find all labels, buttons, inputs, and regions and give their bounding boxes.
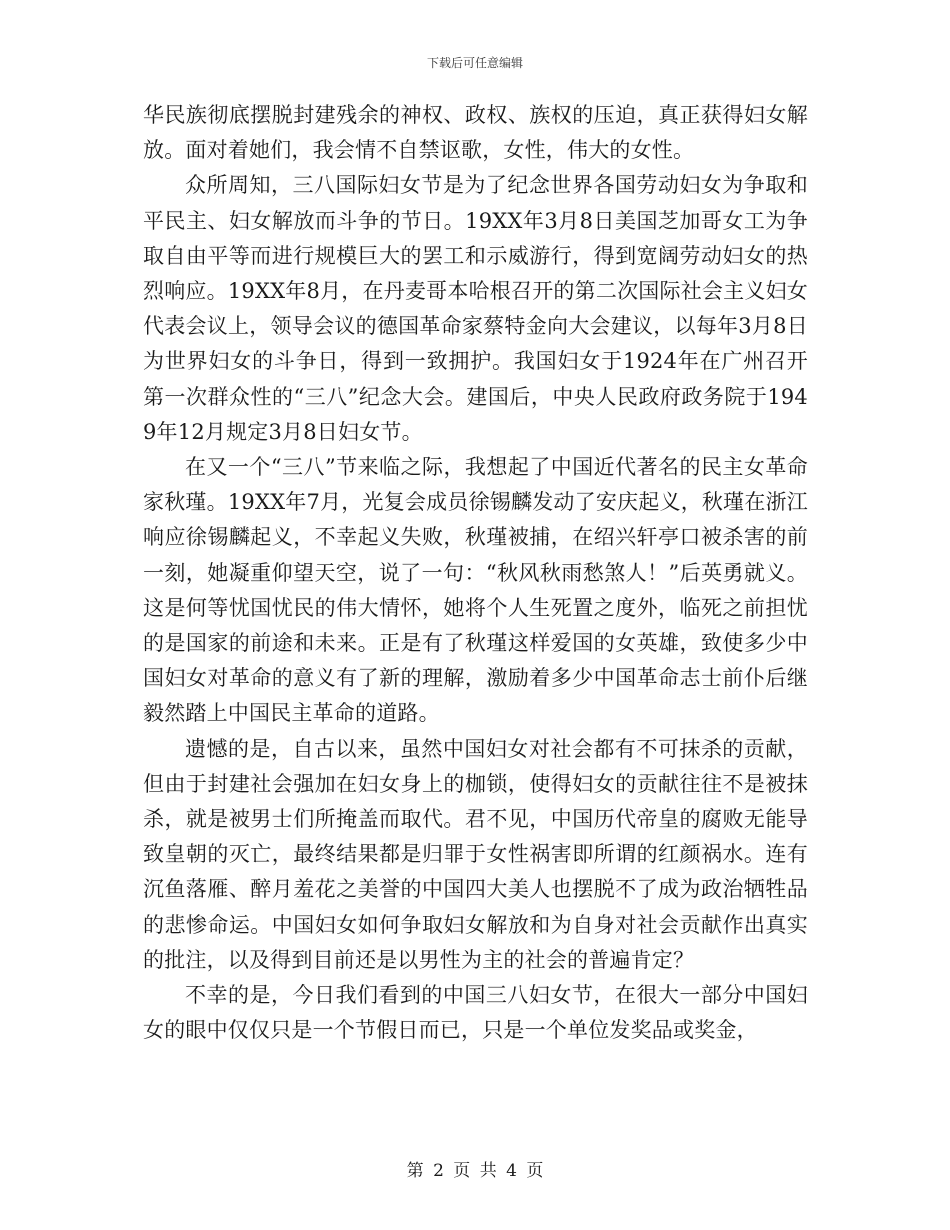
page-header-note: 下载后可任意编辑 bbox=[426, 56, 523, 70]
paragraph-1: 华民族彻底摆脱封建残余的神权、政权、族权的压迫，真正获得妇女解放。面对着她们，我会情不自禁讴歌，女性，伟大的女性。 bbox=[143, 103, 808, 163]
paragraph-3: 在又一个“三八”节来临之际，我想起了中国近代著名的民主女革命家秋瑾。19XX年7月，光复会成员徐锡麟发动了安庆起义，秋瑾在浙江响应徐锡麟起义，不幸起义失败，秋瑾被捕，在绍兴轩亭口被杀害的前一刻，她凝重仰望天空，说了一句：“秋风秋雨愁煞人！”后英勇就义。这是何等忧国忧民的伟大情怀，她将个人生死置之度外，临死之前担忧的是国家的前途和未来。正是有了秋瑾这样爱国的女英雄，致使多少中国妇女对革命的意义有了新的理解，激励着多少中国革命志士前仆后继毅然踏上中国民主革命的道路。 bbox=[143, 455, 808, 726]
paragraph-4: 遗憾的是，自古以来，虽然中国妇女对社会都有不可抹杀的贡献，但由于封建社会强加在妇女身上的枷锁，使得妇女的贡献往往不是被抹杀，就是被男士们所掩盖而取代。君不见，中国历代帝皇的腐败无能导致皇朝的灭亡，最终结果都是归罪于女性祸害即所谓的红颜祸水。连有沉鱼落雁、醉月羞花之美誉的中国四大美人也摆脱不了成为政治牺牲品的悲惨命运。中国妇女如何争取妇女解放和为自身对社会贡献作出真实的批注，以及得到目前还是以男性为主的社会的普遍肯定？ bbox=[143, 736, 808, 972]
paragraph-2: 众所周知，三八国际妇女节是为了纪念世界各国劳动妇女为争取和平民主、妇女解放而斗争的节日。19XX年3月8日美国芝加哥女工为争取自由平等而进行规模巨大的罢工和示威游行，得到宽阔劳动妇女的热烈响应。19XX年8月，在丹麦哥本哈根召开的第二次国际社会主义妇女代表会议上，领导会议的德国革命家蔡特金向大会建议，以每年3月8日为世界妇女的斗争日，得到一致拥护。我国妇女于1924年在广州召开第一次群众性的“三八”纪念大会。建国后，中央人民政府政务院于1949年12月规定3月8日妇女节。 bbox=[143, 173, 808, 444]
document-body bbox=[143, 98, 808, 1048]
page-number-footer: 第 2 页 共 4 页 bbox=[406, 1161, 544, 1181]
paragraph-5: 不幸的是，今日我们看到的中国三八妇女节，在很大一部分中国妇女的眼中仅仅只是一个节假日而已，只是一个单位发奖品或奖金， bbox=[143, 983, 808, 1043]
